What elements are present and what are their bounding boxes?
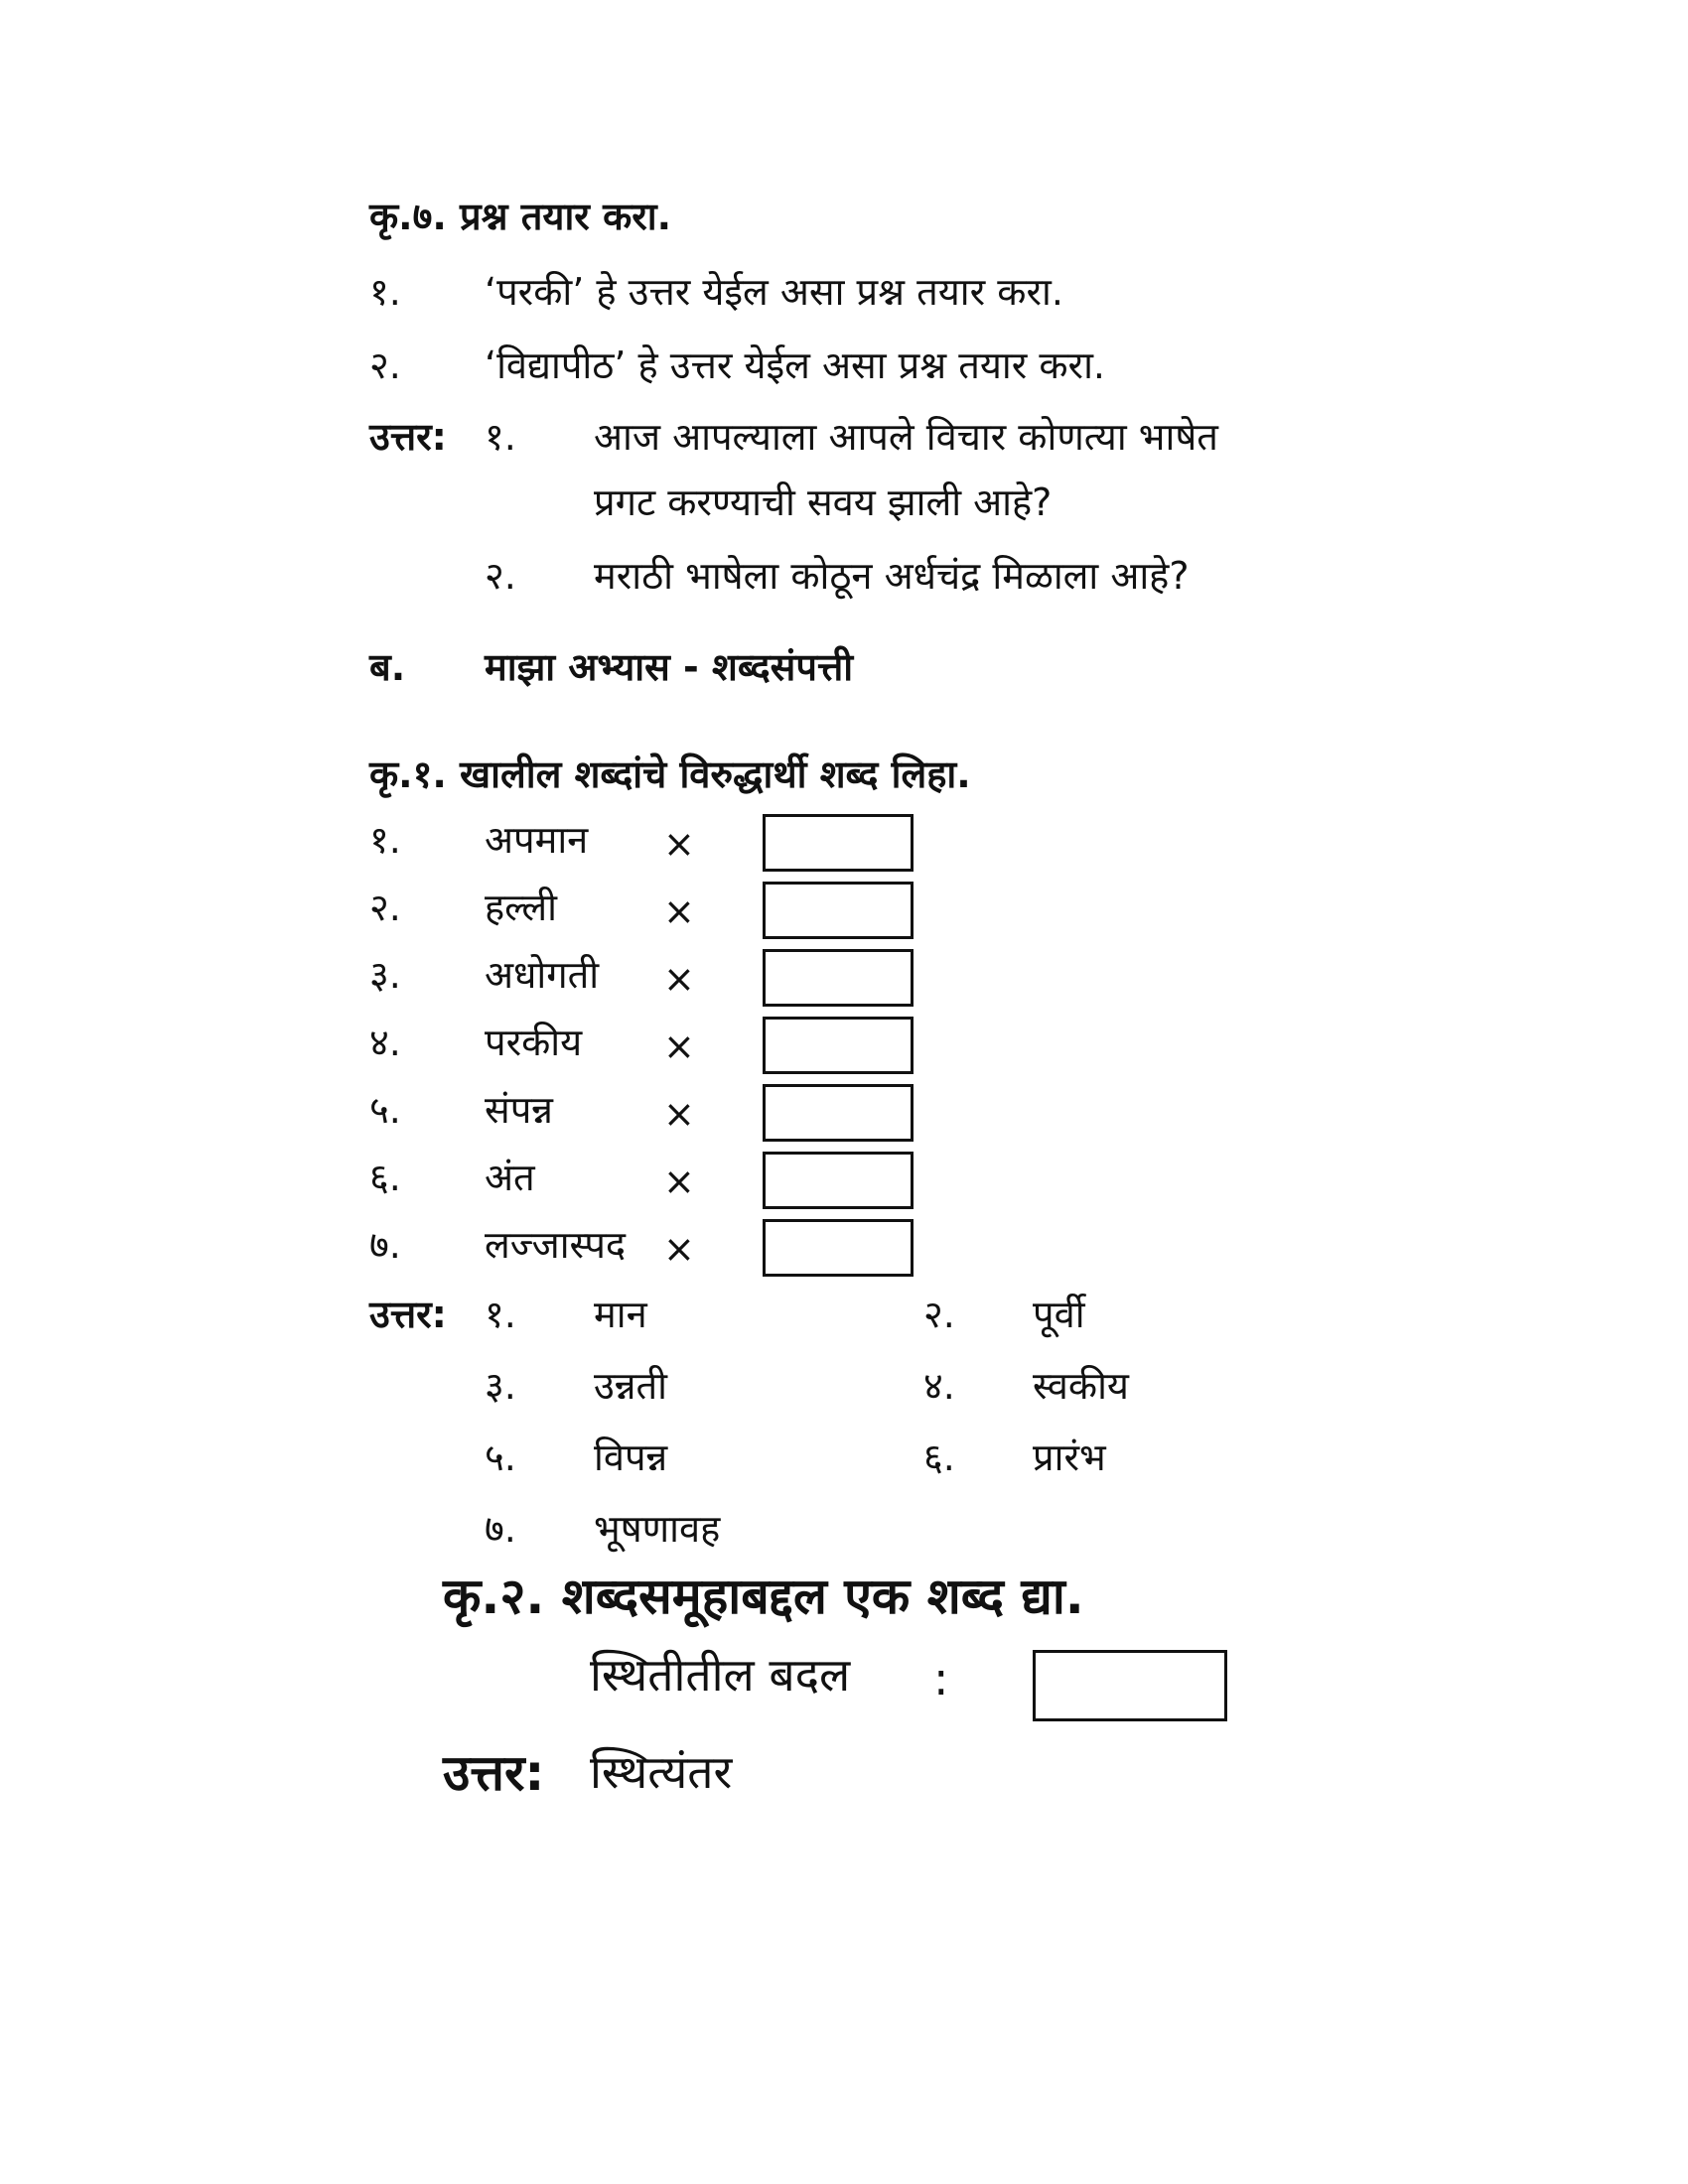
- q7-answer-text: प्रगट करण्याची सवय झाली आहे?: [594, 480, 1053, 524]
- q1-answer-number: ४.: [923, 1364, 955, 1408]
- q2-answer: स्थित्यंतर: [590, 1745, 733, 1799]
- q2-phrase: स्थितीतील बदल: [590, 1648, 851, 1702]
- answer-box[interactable]: [763, 814, 914, 872]
- q7-item-number: २.: [369, 343, 401, 387]
- answer-box[interactable]: [763, 949, 914, 1007]
- q7-item-number: १.: [369, 270, 401, 314]
- cross-symbol: ×: [663, 1160, 695, 1203]
- q1-item-number: ४.: [369, 1021, 401, 1064]
- q1-item-word: अपमान: [485, 818, 589, 862]
- cross-symbol: ×: [663, 957, 695, 1001]
- q1-item-word: हल्ली: [485, 886, 557, 929]
- q1-answer-word: स्वकीय: [1033, 1364, 1129, 1408]
- section-title: माझा अभ्यास - शब्दसंपत्ती: [485, 645, 854, 689]
- q7-item-text: ‘परकी’ हे उत्तर येईल असा प्रश्न तयार करा.: [485, 270, 1063, 314]
- q1-answer-number: ३.: [485, 1364, 516, 1408]
- answer-box[interactable]: [763, 1152, 914, 1209]
- cross-symbol: ×: [663, 1092, 695, 1136]
- q1-item-word: परकीय: [485, 1021, 583, 1064]
- q1-item-word: लज्जास्पद: [485, 1223, 627, 1267]
- answer-box[interactable]: [763, 1084, 914, 1142]
- cross-symbol: ×: [663, 822, 695, 866]
- q2-heading: कृ.२. शब्दसमूहाबद्दल एक शब्द द्या.: [443, 1568, 1084, 1625]
- q1-item-word: अंत: [485, 1156, 535, 1199]
- q1-answer-word: पूर्वी: [1033, 1293, 1085, 1336]
- q7-answer-number: २.: [485, 554, 516, 598]
- q1-answer-word: विपन्न: [594, 1435, 668, 1479]
- q7-heading: कृ.७. प्रश्न तयार करा.: [369, 195, 672, 238]
- q1-answer-word: भूषणावह: [594, 1507, 721, 1551]
- q1-answer-number: ७.: [485, 1507, 516, 1551]
- q1-answer-number: ५.: [485, 1435, 516, 1479]
- cross-symbol: ×: [663, 1024, 695, 1068]
- q1-answer-number: २.: [923, 1293, 955, 1336]
- q1-answer-number: १.: [485, 1293, 516, 1336]
- q1-item-number: ५.: [369, 1088, 401, 1132]
- cross-symbol: ×: [663, 1227, 695, 1271]
- q1-item-number: ३.: [369, 953, 401, 997]
- q1-item-number: २.: [369, 886, 401, 929]
- q7-answer-text: आज आपल्याला आपले विचार कोणत्या भाषेत: [594, 415, 1218, 459]
- q1-item-number: ६.: [369, 1156, 401, 1199]
- q7-item-text: ‘विद्यापीठ’ हे उत्तर येईल असा प्रश्न तयार करा.: [485, 343, 1106, 387]
- q2-answer-label: उत्तर:: [443, 1744, 545, 1802]
- q1-item-number: ७.: [369, 1223, 401, 1267]
- q7-answer-label: उत्तर:: [369, 415, 447, 459]
- q1-heading: कृ.१. खालील शब्दांचे विरुद्धार्थी शब्द लिहा.: [369, 752, 971, 796]
- q1-item-word: संपन्न: [485, 1088, 553, 1132]
- q1-answer-word: प्रारंभ: [1033, 1435, 1106, 1479]
- q1-answer-word: उन्नती: [594, 1364, 667, 1408]
- q1-item-word: अधोगती: [485, 953, 600, 997]
- q2-colon: :: [933, 1652, 949, 1706]
- q1-answer-label: उत्तर:: [369, 1293, 447, 1336]
- q1-answer-number: ६.: [923, 1435, 955, 1479]
- answer-box[interactable]: [763, 882, 914, 939]
- answer-box[interactable]: [1033, 1650, 1227, 1721]
- q7-answer-text: मराठी भाषेला कोठून अर्धचंद्र मिळाला आहे?: [594, 554, 1190, 598]
- q1-item-number: १.: [369, 818, 401, 862]
- q1-answer-word: मान: [594, 1293, 647, 1336]
- answer-box[interactable]: [763, 1017, 914, 1074]
- cross-symbol: ×: [663, 889, 695, 933]
- answer-box[interactable]: [763, 1219, 914, 1277]
- q7-answer-number: १.: [485, 415, 516, 459]
- section-letter: ब.: [369, 645, 406, 689]
